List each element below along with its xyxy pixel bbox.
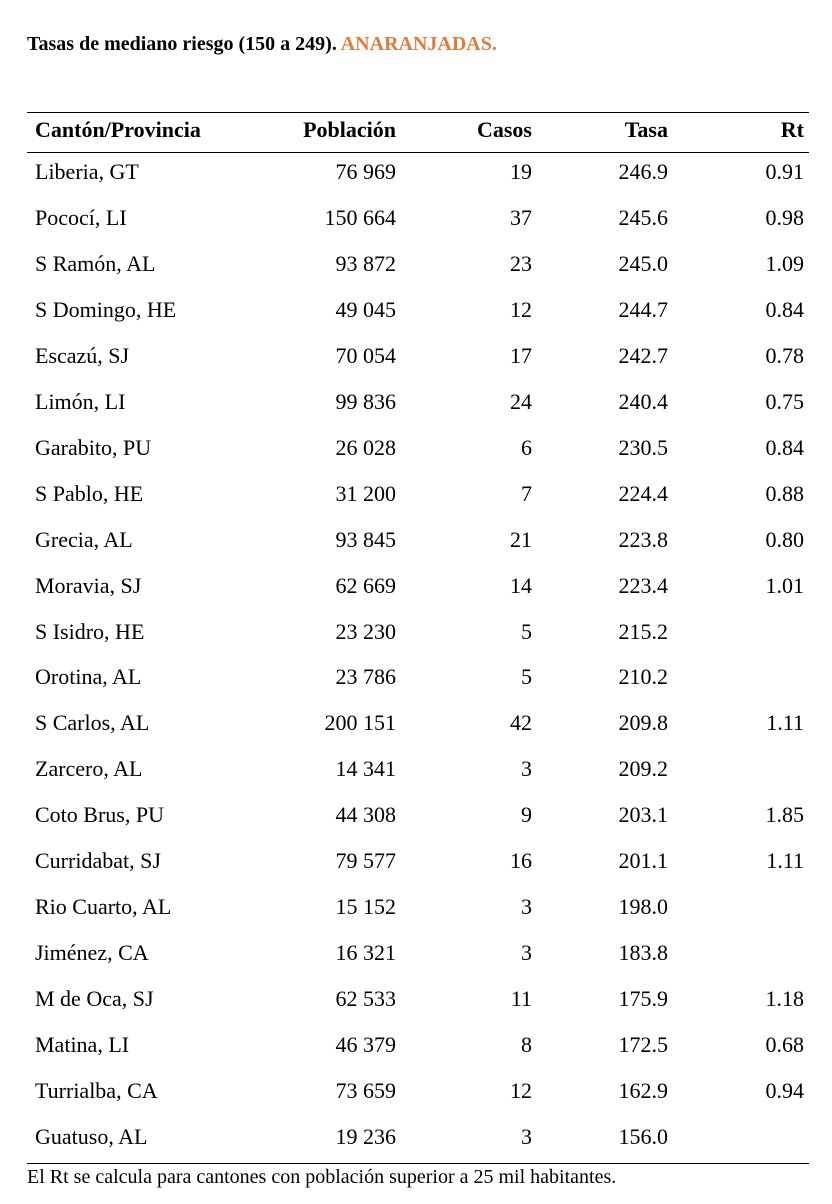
cell-casos: 19: [510, 159, 532, 184]
cell-casos: 42: [510, 710, 532, 736]
cell-casos: 3: [521, 894, 532, 920]
header-rt: Rt: [780, 117, 804, 142]
cell-tasa: 245.0: [618, 250, 668, 276]
cell-tasa: 162.9: [618, 1078, 668, 1103]
cell-casos: 23: [510, 250, 532, 276]
cell-poblacion: 44 308: [335, 802, 396, 828]
cell-rt: 1.85: [765, 802, 804, 828]
cell-canton: Jiménez, CA: [35, 940, 149, 966]
cell-canton: Turrialba, CA: [35, 1078, 158, 1103]
cell-poblacion: 49 045: [335, 296, 396, 322]
cell-rt: 0.88: [765, 480, 804, 506]
table-row: [0, 1033, 832, 1079]
cell-casos: 16: [510, 848, 532, 874]
cell-canton: Coto Brus, PU: [35, 802, 164, 828]
cell-rt: 0.80: [765, 526, 804, 552]
table-row: [0, 574, 832, 620]
cell-tasa: 183.8: [618, 940, 668, 966]
table-row: [0, 895, 832, 941]
table-row: [0, 987, 832, 1033]
cell-poblacion: 99 836: [335, 388, 396, 414]
cell-canton: Rio Cuarto, AL: [35, 894, 172, 920]
cell-casos: 3: [521, 940, 532, 966]
cell-casos: 11: [510, 986, 532, 1012]
table-title: [27, 33, 497, 56]
cell-poblacion: 31 200: [335, 480, 396, 506]
header-casos: Casos: [476, 117, 532, 142]
cell-casos: 37: [510, 204, 532, 230]
header-tasa: Tasa: [624, 117, 668, 142]
cell-poblacion: 150 664: [324, 204, 396, 230]
table-row: [0, 206, 832, 252]
cell-tasa: 224.4: [618, 480, 668, 506]
cell-tasa: 242.7: [618, 342, 668, 368]
header-canton: Cantón/Provincia: [35, 117, 201, 142]
cell-rt: 1.01: [765, 572, 804, 598]
cell-casos: 17: [510, 342, 532, 368]
title-main: Tasas de mediano riesgo (150 a 249).: [27, 33, 337, 55]
cell-poblacion: 14 341: [335, 756, 396, 782]
cell-tasa: 223.8: [618, 526, 668, 552]
cell-canton: M de Oca, SJ: [35, 986, 154, 1012]
cell-canton: S Domingo, HE: [35, 296, 177, 322]
cell-rt: 0.75: [765, 388, 804, 414]
table-row: [0, 1125, 832, 1171]
cell-canton: Grecia, AL: [35, 526, 133, 552]
table-row: [0, 390, 832, 436]
table-row: [0, 528, 832, 574]
cell-poblacion: 26 028: [335, 434, 396, 460]
cell-casos: 7: [521, 480, 532, 506]
cell-rt: 1.18: [765, 986, 804, 1012]
cell-casos: 5: [521, 618, 532, 644]
cell-tasa: 246.9: [618, 159, 668, 184]
cell-canton: Garabito, PU: [35, 434, 152, 460]
cell-rt: 0.94: [765, 1078, 804, 1103]
cell-poblacion: 73 659: [335, 1078, 396, 1103]
cell-canton: Matina, LI: [35, 1032, 130, 1058]
table-row: [0, 941, 832, 987]
cell-canton: S Isidro, HE: [35, 618, 145, 644]
footnote: El Rt se calcula para cantones con población superior a 25 mil habitantes.: [27, 1166, 617, 1188]
title-accent: ANARANJADAS.: [340, 33, 497, 55]
cell-tasa: 223.4: [618, 572, 668, 598]
cell-canton: Orotina, AL: [35, 664, 142, 690]
table-row: [0, 620, 832, 666]
cell-tasa: 230.5: [618, 434, 668, 460]
cell-poblacion: 23 786: [335, 664, 396, 690]
cell-casos: 3: [521, 756, 532, 782]
cell-rt: 1.11: [766, 848, 804, 874]
cell-canton: Zarcero, AL: [35, 756, 143, 782]
table-row: [0, 711, 832, 757]
cell-casos: 5: [521, 664, 532, 690]
table-bottom-rule: [27, 1163, 809, 1164]
cell-poblacion: 70 054: [335, 342, 396, 368]
cell-canton: Curridabat, SJ: [35, 848, 161, 874]
cell-tasa: 245.6: [618, 204, 668, 230]
cell-poblacion: 16 321: [335, 940, 396, 966]
table-row: [0, 482, 832, 528]
cell-poblacion: 62 533: [335, 986, 396, 1012]
cell-casos: 12: [510, 296, 532, 322]
cell-canton: Escazú, SJ: [35, 342, 130, 368]
table-row: [0, 252, 832, 298]
table-top-rule: [27, 112, 809, 113]
cell-tasa: 209.8: [618, 710, 668, 736]
table-row: [0, 1079, 832, 1125]
cell-tasa: 175.9: [618, 986, 668, 1012]
cell-rt: 0.91: [765, 159, 804, 184]
cell-canton: S Carlos, AL: [35, 710, 150, 736]
table-header-rule: [27, 152, 809, 153]
table-row: [0, 344, 832, 390]
cell-casos: 3: [521, 1123, 532, 1149]
table-row: [0, 665, 832, 711]
cell-casos: 12: [510, 1078, 532, 1103]
cell-rt: 0.68: [765, 1032, 804, 1058]
cell-poblacion: 93 872: [335, 250, 396, 276]
table-row: [0, 298, 832, 344]
cell-tasa: 156.0: [618, 1123, 668, 1149]
cell-canton: Guatuso, AL: [35, 1123, 148, 1149]
cell-poblacion: 93 845: [335, 526, 396, 552]
cell-casos: 21: [510, 526, 532, 552]
cell-tasa: 209.2: [618, 756, 668, 782]
cell-tasa: 203.1: [618, 802, 668, 828]
cell-tasa: 215.2: [618, 618, 668, 644]
cell-poblacion: 15 152: [335, 894, 396, 920]
cell-rt: 1.09: [765, 250, 804, 276]
cell-poblacion: 76 969: [335, 159, 396, 184]
cell-tasa: 210.2: [618, 664, 668, 690]
cell-canton: S Pablo, HE: [35, 480, 144, 506]
table-row: [0, 803, 832, 849]
cell-casos: 8: [521, 1032, 532, 1058]
cell-canton: S Ramón, AL: [35, 250, 156, 276]
cell-casos: 6: [521, 434, 532, 460]
cell-poblacion: 200 151: [324, 710, 396, 736]
cell-poblacion: 23 230: [335, 618, 396, 644]
cell-poblacion: 79 577: [335, 848, 396, 874]
cell-casos: 9: [521, 802, 532, 828]
cell-casos: 24: [510, 388, 532, 414]
cell-tasa: 198.0: [618, 894, 668, 920]
cell-tasa: 201.1: [618, 848, 668, 874]
cell-canton: Liberia, GT: [35, 159, 139, 184]
table-row: [0, 757, 832, 803]
header-poblacion: Población: [303, 117, 396, 142]
cell-rt: 0.84: [765, 296, 804, 322]
cell-tasa: 244.7: [618, 296, 668, 322]
table-row: [0, 160, 832, 206]
cell-canton: Limón, LI: [35, 388, 126, 414]
cell-poblacion: 46 379: [335, 1032, 396, 1058]
cell-tasa: 172.5: [618, 1032, 668, 1058]
cell-canton: Moravia, SJ: [35, 572, 142, 598]
cell-casos: 14: [510, 572, 532, 598]
cell-rt: 1.11: [766, 710, 804, 736]
cell-tasa: 240.4: [618, 388, 668, 414]
table-row: [0, 436, 832, 482]
cell-canton: Pococí, LI: [35, 204, 127, 230]
table-row: [0, 849, 832, 895]
cell-poblacion: 19 236: [335, 1123, 396, 1149]
cell-poblacion: 62 669: [335, 572, 396, 598]
cell-rt: 0.78: [765, 342, 804, 368]
cell-rt: 0.98: [765, 204, 804, 230]
cell-rt: 0.84: [765, 434, 804, 460]
